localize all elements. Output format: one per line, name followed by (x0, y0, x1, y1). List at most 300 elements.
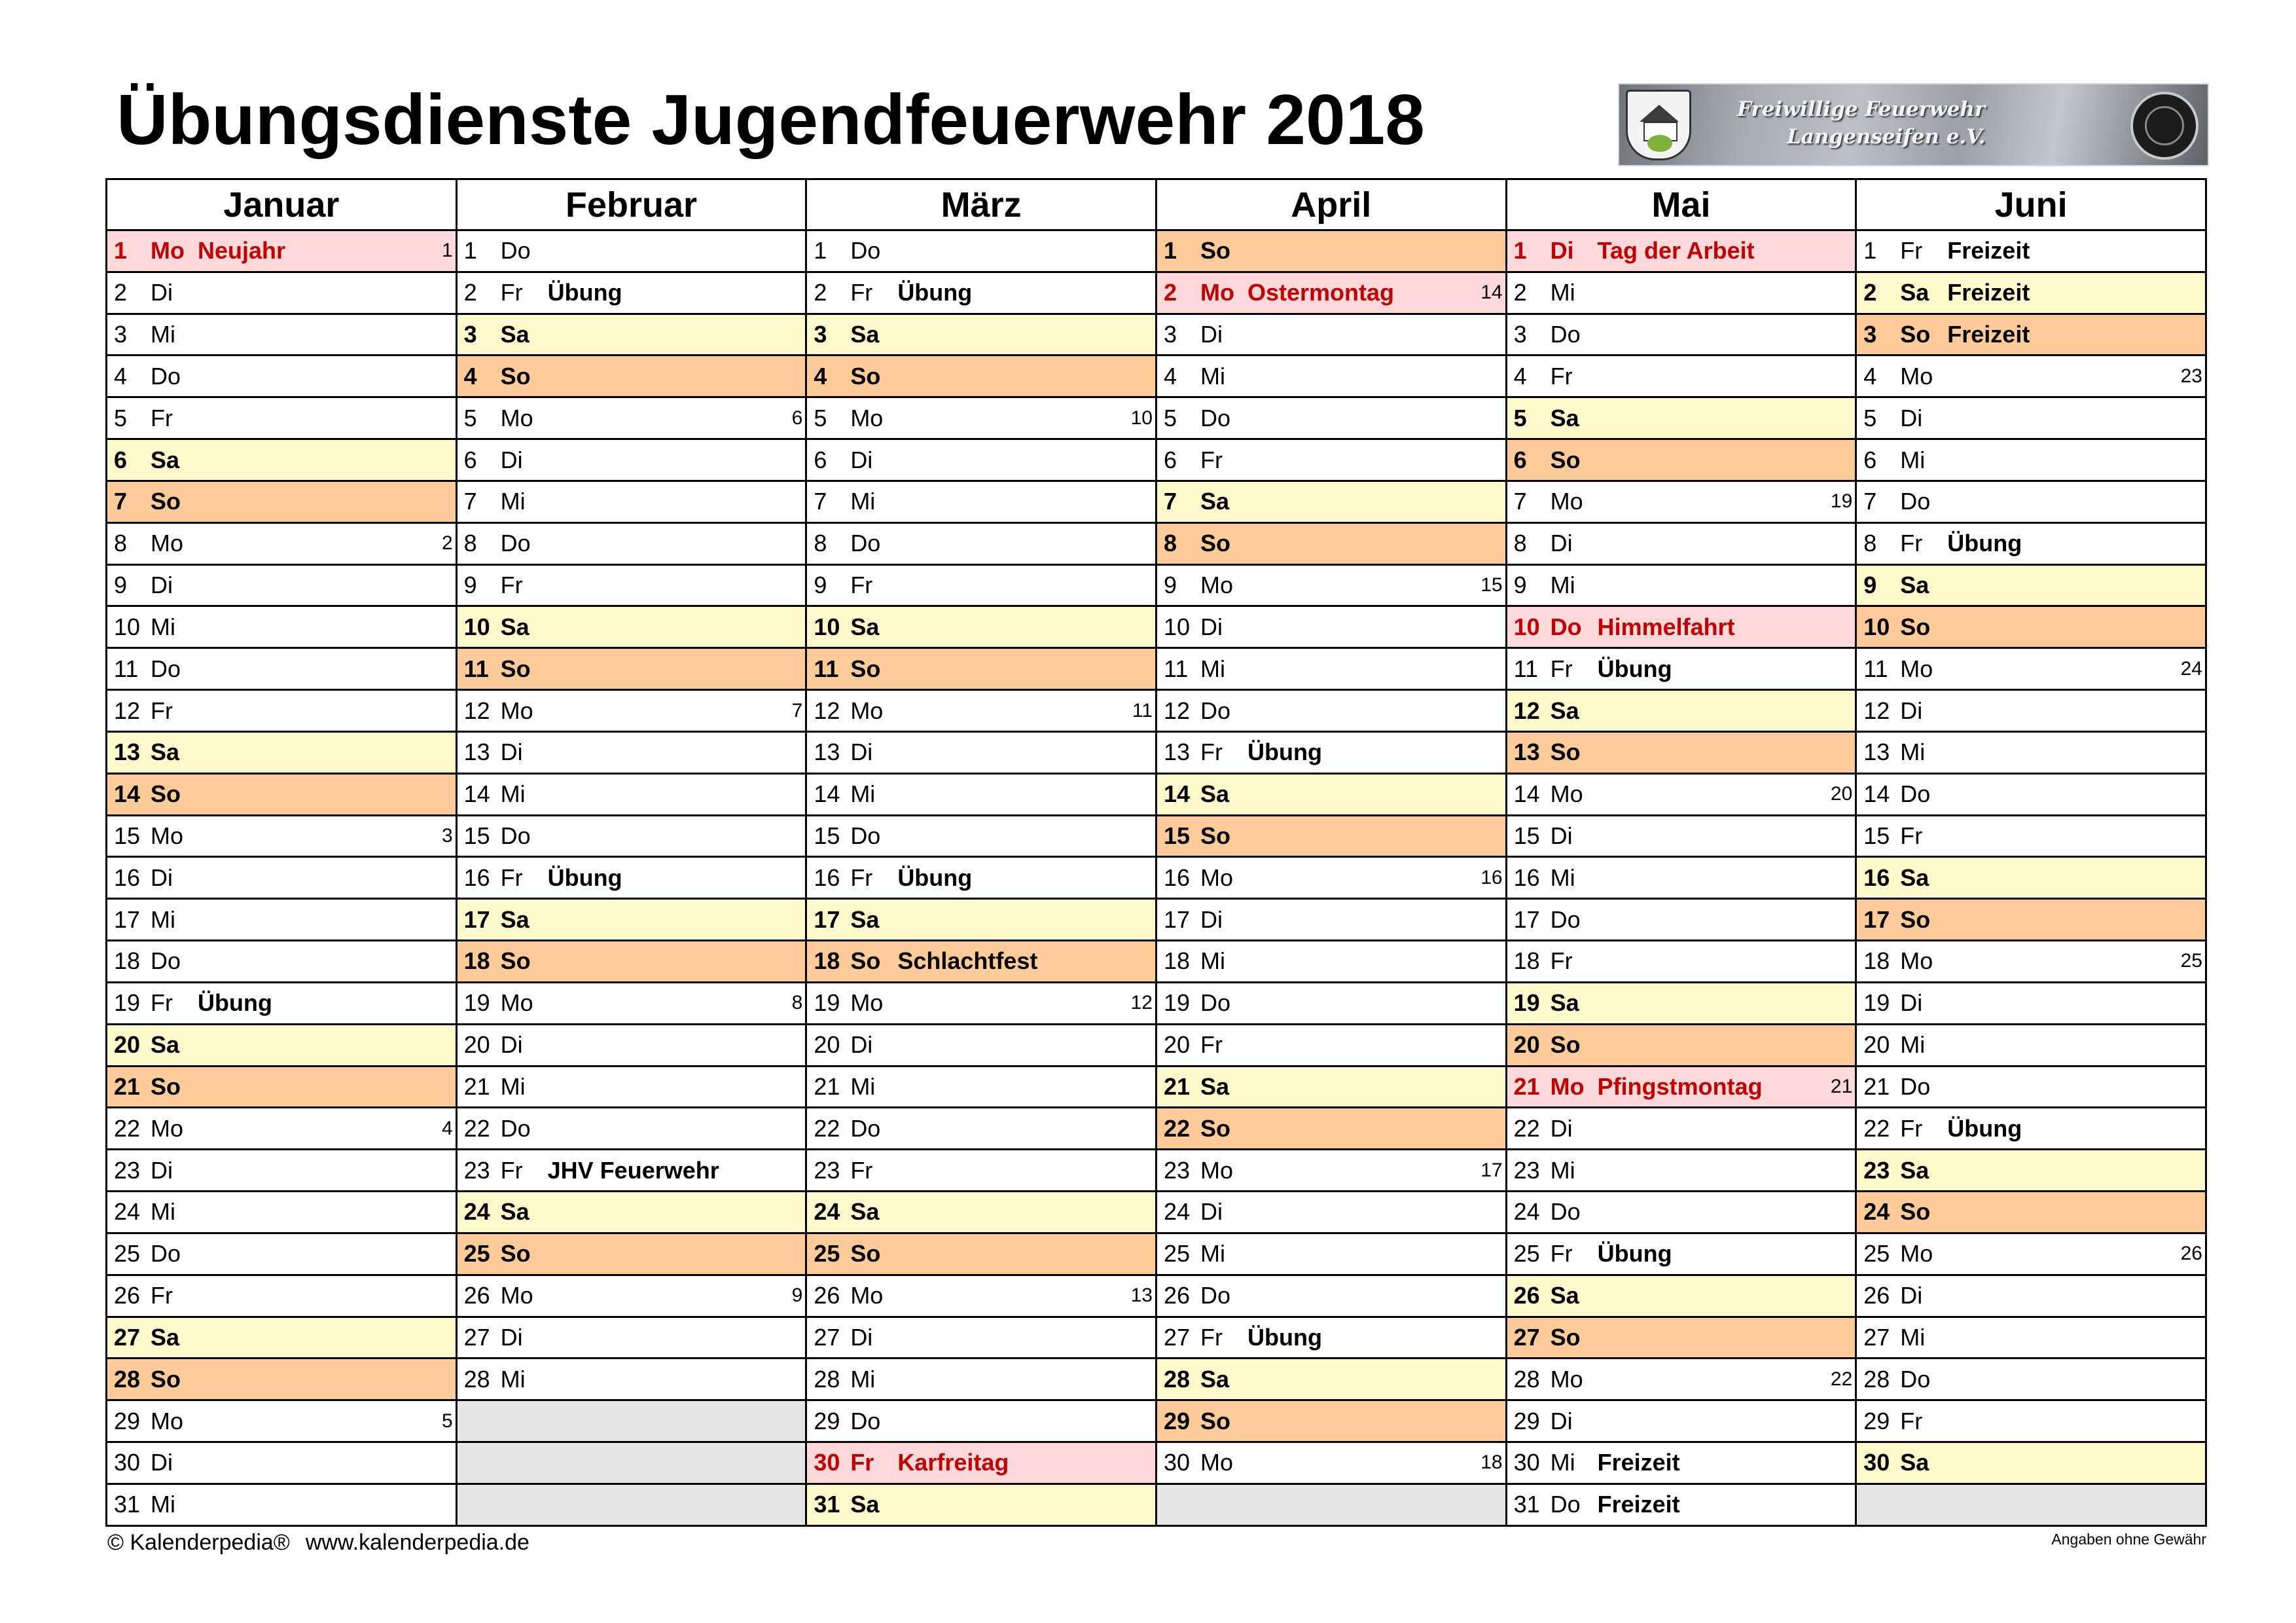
day-cell (107, 356, 457, 397)
weekday: Do (850, 822, 881, 849)
day-cell (1506, 1066, 1856, 1108)
day-cell (1156, 397, 1506, 439)
day-cell (1856, 439, 2206, 481)
day-cell (1856, 1400, 2206, 1442)
day-number: 13 (463, 739, 490, 766)
weekday: Di (500, 1323, 523, 1351)
day-cell (806, 272, 1157, 314)
day-cell (1156, 356, 1506, 397)
day-number: 29 (1513, 1407, 1540, 1434)
day-cell (107, 941, 457, 983)
day-number: 29 (814, 1407, 840, 1434)
event-label: Freizeit (1597, 1449, 1680, 1476)
day-number: 1 (1863, 237, 1877, 264)
day-cell (456, 522, 806, 564)
weekday: Di (850, 446, 873, 473)
weekday: Di (1200, 1198, 1223, 1226)
empty-day-cell (456, 1442, 806, 1484)
weekday: Di (151, 1156, 173, 1184)
weekday: Sa (1900, 864, 1929, 891)
weekday: Sa (151, 446, 180, 473)
calendar-row (107, 439, 2206, 481)
weekday: Do (1550, 905, 1581, 933)
day-number: 22 (114, 1114, 141, 1142)
day-number: 12 (814, 697, 840, 724)
day-number: 25 (463, 1240, 490, 1267)
event-label: Übung (1597, 1240, 1672, 1267)
weekday: Mo (1550, 1072, 1585, 1100)
day-number: 12 (114, 697, 141, 724)
day-number: 5 (114, 404, 128, 431)
weekday: Di (1550, 237, 1574, 264)
weekday: Di (151, 1449, 173, 1476)
day-cell (107, 230, 457, 272)
day-number: 23 (463, 1156, 490, 1184)
weekday: Fr (1900, 822, 1923, 849)
day-number: 2 (1863, 279, 1877, 306)
weekday: Mi (1550, 1156, 1575, 1184)
week-number: 17 (1480, 1159, 1503, 1181)
day-cell (806, 1442, 1157, 1484)
day-cell (1156, 690, 1506, 732)
weekday: Do (1200, 1282, 1230, 1309)
day-number: 12 (1513, 697, 1540, 724)
day-number: 26 (463, 1282, 490, 1309)
day-cell (1156, 899, 1506, 941)
weekday: So (1200, 1407, 1230, 1434)
event-label: Übung (897, 279, 973, 306)
day-cell (107, 314, 457, 356)
day-number: 22 (814, 1114, 840, 1142)
week-number: 4 (441, 1117, 453, 1139)
day-cell (1856, 941, 2206, 983)
day-cell (1506, 1400, 1856, 1442)
day-number: 26 (814, 1282, 840, 1309)
weekday: Mo (500, 404, 533, 431)
day-number: 3 (1513, 321, 1527, 348)
weekday: Mo (1550, 1365, 1583, 1393)
event-label: Übung (1247, 1323, 1322, 1351)
day-cell (1506, 773, 1856, 815)
day-number: 7 (463, 488, 477, 515)
day-number: 21 (1163, 1072, 1191, 1100)
day-cell (456, 982, 806, 1024)
day-number: 26 (1513, 1282, 1540, 1309)
weekday: Di (1200, 905, 1223, 933)
day-number: 3 (1163, 321, 1177, 348)
day-number: 14 (463, 780, 490, 808)
day-number: 24 (814, 1198, 840, 1226)
month-header: Februar (456, 179, 806, 230)
day-number: 8 (814, 530, 827, 557)
weekday: Sa (1900, 1156, 1929, 1184)
day-number: 5 (1163, 404, 1177, 431)
day-cell (456, 564, 806, 606)
day-cell (806, 1359, 1157, 1400)
calendar-row (107, 648, 2206, 690)
day-cell (1506, 481, 1856, 522)
weekday: So (1550, 739, 1581, 766)
day-cell (1156, 522, 1506, 564)
weekday: Do (500, 237, 531, 264)
day-number: 27 (1513, 1323, 1540, 1351)
day-cell (1156, 857, 1506, 899)
day-cell (107, 1400, 457, 1442)
day-number: 7 (1513, 488, 1527, 515)
day-cell (456, 1233, 806, 1275)
day-number: 9 (1163, 572, 1177, 599)
day-number: 6 (463, 446, 477, 473)
weekday: Mi (1900, 446, 1926, 473)
day-cell (456, 648, 806, 690)
day-number: 23 (814, 1156, 840, 1184)
calendar-row (107, 773, 2206, 815)
weekday: Mo (1200, 1449, 1233, 1476)
day-number: 11 (814, 655, 839, 682)
day-cell (806, 522, 1157, 564)
day-cell (1156, 230, 1506, 272)
weekday: Mi (850, 780, 876, 808)
day-number: 14 (814, 780, 840, 808)
day-cell (1156, 564, 1506, 606)
day-cell (1856, 314, 2206, 356)
weekday: Fr (1900, 1407, 1923, 1434)
day-number: 29 (114, 1407, 141, 1434)
day-cell (1856, 1108, 2206, 1150)
day-cell (806, 857, 1157, 899)
day-cell (1506, 314, 1856, 356)
day-cell (1506, 1024, 1856, 1066)
calendar-row (107, 397, 2206, 439)
day-cell (1856, 397, 2206, 439)
weekday: Do (151, 1240, 181, 1267)
event-label: Pfingstmontag (1597, 1072, 1763, 1100)
weekday: Do (151, 655, 181, 682)
weekday: Fr (151, 1282, 173, 1309)
weekday: Mi (151, 1198, 175, 1226)
day-number: 19 (814, 989, 840, 1017)
day-cell (1506, 899, 1856, 941)
day-number: 13 (1163, 739, 1191, 766)
day-number: 2 (814, 279, 827, 306)
week-number: 21 (1830, 1075, 1853, 1097)
day-cell (806, 648, 1157, 690)
weekday: Di (850, 739, 873, 766)
weekday: Sa (1900, 572, 1929, 599)
day-number: 24 (114, 1198, 141, 1226)
day-number: 7 (1863, 488, 1877, 515)
day-cell (456, 439, 806, 481)
day-number: 19 (114, 989, 141, 1017)
day-number: 4 (1513, 362, 1527, 390)
day-cell (456, 1275, 806, 1317)
week-number: 19 (1830, 490, 1853, 513)
day-number: 16 (814, 864, 840, 891)
weekday: So (1900, 1198, 1931, 1226)
weekday: Fr (1900, 237, 1923, 264)
day-cell (1156, 439, 1506, 481)
calendar-row (107, 606, 2206, 648)
weekday: Do (151, 362, 181, 390)
event-label: Freizeit (1597, 1491, 1680, 1518)
calendar-row (107, 1275, 2206, 1317)
day-cell (806, 356, 1157, 397)
logo-line-2: Langenseifen e.V. (1787, 125, 1986, 149)
weekday: So (151, 780, 181, 808)
week-number: 11 (1132, 699, 1153, 721)
weekday: Mo (500, 1282, 533, 1309)
weekday: Sa (850, 1198, 880, 1226)
day-cell (1506, 941, 1856, 983)
day-number: 4 (463, 362, 477, 390)
day-cell (1856, 564, 2206, 606)
weekday: Di (850, 1323, 873, 1351)
day-number: 26 (1863, 1282, 1890, 1309)
day-cell (107, 690, 457, 732)
day-cell (1156, 815, 1506, 857)
day-number: 6 (1163, 446, 1177, 473)
event-label: Übung (1597, 655, 1672, 682)
day-number: 10 (463, 613, 490, 640)
weekday: Mi (151, 905, 175, 933)
weekday: Mo (1900, 1240, 1933, 1267)
day-cell (107, 899, 457, 941)
day-number: 10 (1163, 613, 1191, 640)
day-number: 21 (463, 1072, 490, 1100)
event-label: Karfreitag (897, 1449, 1009, 1476)
day-cell (1856, 1233, 2206, 1275)
weekday: Fr (151, 989, 173, 1017)
weekday: Di (850, 1031, 873, 1059)
weekday: Mo (1550, 780, 1583, 808)
day-cell (1856, 1024, 2206, 1066)
weekday: Fr (500, 279, 523, 306)
weekday: Sa (151, 1031, 180, 1059)
day-number: 28 (814, 1365, 840, 1393)
weekday: Mo (1900, 947, 1933, 975)
weekday: Do (850, 1407, 881, 1434)
day-cell (456, 857, 806, 899)
day-cell (1506, 1317, 1856, 1359)
day-number: 5 (1513, 404, 1527, 431)
fire-brigade-logo (1618, 83, 2209, 166)
week-number: 16 (1480, 866, 1503, 888)
event-label: Freizeit (1947, 237, 2030, 264)
day-cell (806, 1317, 1157, 1359)
day-cell (806, 439, 1157, 481)
day-number: 4 (1163, 362, 1177, 390)
day-cell (1506, 1442, 1856, 1484)
weekday: Mi (151, 1491, 175, 1518)
week-number: 3 (441, 825, 453, 847)
day-number: 2 (463, 279, 477, 306)
day-cell (1506, 1484, 1856, 1525)
weekday: Mo (850, 1282, 884, 1309)
weekday: Fr (850, 572, 873, 599)
day-number: 17 (114, 905, 141, 933)
weekday: Mo (850, 989, 884, 1017)
day-cell (1156, 1317, 1506, 1359)
weekday: Mi (1900, 1031, 1926, 1059)
day-number: 2 (114, 279, 128, 306)
day-cell (1856, 272, 2206, 314)
weekday: Fr (850, 864, 873, 891)
day-cell (107, 564, 457, 606)
month-header: Mai (1506, 179, 1856, 230)
empty-day-cell (1856, 1484, 2206, 1525)
day-cell (1506, 564, 1856, 606)
empty-day-cell (456, 1400, 806, 1442)
weekday: Sa (1200, 1072, 1230, 1100)
day-number: 22 (1513, 1114, 1540, 1142)
day-cell (1856, 982, 2206, 1024)
day-cell (1506, 1359, 1856, 1400)
event-label: Übung (1947, 1114, 2022, 1142)
weekday: Di (1550, 1407, 1573, 1434)
day-number: 3 (1863, 321, 1877, 348)
day-number: 7 (1163, 488, 1177, 515)
day-number: 28 (1163, 1365, 1191, 1393)
day-number: 18 (463, 947, 490, 975)
weekday: Di (151, 864, 173, 891)
day-number: 3 (114, 321, 128, 348)
day-cell (1856, 1359, 2206, 1400)
day-number: 3 (463, 321, 477, 348)
day-cell (107, 1317, 457, 1359)
day-cell (1156, 648, 1506, 690)
weekday: Sa (1550, 1282, 1579, 1309)
website-link[interactable]: www.kalenderpedia.de (305, 1530, 529, 1555)
day-cell (1506, 982, 1856, 1024)
coat-of-arms-icon (1626, 90, 1691, 160)
weekday: Fr (1900, 530, 1923, 557)
event-label: Übung (1247, 739, 1322, 766)
day-number: 23 (1513, 1156, 1540, 1184)
weekday: Do (1550, 321, 1581, 348)
weekday: Mo (850, 697, 884, 724)
day-cell (1506, 356, 1856, 397)
day-number: 22 (1863, 1114, 1890, 1142)
day-number: 9 (114, 572, 128, 599)
event-label: Übung (897, 864, 973, 891)
day-number: 13 (814, 739, 840, 766)
weekday: Sa (850, 905, 880, 933)
weekday: So (151, 488, 181, 515)
fire-brigade-emblem-icon (2130, 92, 2198, 160)
day-cell (806, 1150, 1157, 1192)
day-cell (456, 314, 806, 356)
day-cell (1156, 1024, 1506, 1066)
day-number: 31 (814, 1491, 840, 1518)
weekday: Do (1200, 697, 1230, 724)
day-number: 13 (1863, 739, 1890, 766)
weekday: Mo (1200, 1156, 1233, 1184)
day-number: 27 (1863, 1323, 1890, 1351)
day-cell (1856, 1442, 2206, 1484)
weekday: Do (1900, 1365, 1931, 1393)
day-cell (456, 272, 806, 314)
day-number: 8 (114, 530, 128, 557)
day-number: 30 (1863, 1449, 1890, 1476)
day-number: 18 (1163, 947, 1191, 975)
day-cell (456, 230, 806, 272)
weekday: Sa (1200, 488, 1230, 515)
calendar-row (107, 522, 2206, 564)
day-number: 9 (1513, 572, 1527, 599)
day-number: 29 (1863, 1407, 1890, 1434)
weekday: Mi (850, 1072, 876, 1100)
day-number: 25 (814, 1240, 840, 1267)
weekday: Sa (500, 905, 529, 933)
calendar-row (107, 1233, 2206, 1275)
day-cell (1506, 272, 1856, 314)
day-number: 17 (814, 905, 840, 933)
day-number: 25 (1513, 1240, 1540, 1267)
day-cell (1856, 815, 2206, 857)
day-number: 14 (1163, 780, 1191, 808)
month-header: Januar (107, 179, 457, 230)
weekday: So (1550, 1323, 1581, 1351)
day-cell (107, 522, 457, 564)
day-cell (806, 1108, 1157, 1150)
footer-left (107, 1530, 529, 1556)
event-label: Schlachtfest (897, 947, 1038, 975)
day-cell (1506, 522, 1856, 564)
day-number: 27 (114, 1323, 141, 1351)
month-header: März (806, 179, 1157, 230)
event-label: Freizeit (1947, 321, 2030, 348)
day-cell (107, 1192, 457, 1233)
week-number: 5 (441, 1410, 453, 1432)
day-number: 2 (1163, 279, 1177, 306)
day-cell (1156, 1359, 1506, 1400)
day-cell (806, 1233, 1157, 1275)
weekday: Mi (1200, 362, 1225, 390)
calendar-row (107, 1192, 2206, 1233)
weekday: Mi (1550, 864, 1575, 891)
day-cell (456, 1066, 806, 1108)
day-number: 23 (1163, 1156, 1191, 1184)
weekday: Fr (1550, 1240, 1573, 1267)
day-number: 17 (1513, 905, 1540, 933)
calendar-row (107, 1359, 2206, 1400)
weekday: Sa (850, 613, 880, 640)
day-number: 15 (1863, 822, 1890, 849)
day-number: 24 (1513, 1198, 1540, 1226)
day-number: 14 (1863, 780, 1890, 808)
weekday: Fr (500, 864, 523, 891)
day-cell (806, 899, 1157, 941)
day-number: 23 (114, 1156, 141, 1184)
day-number: 8 (463, 530, 477, 557)
weekday: So (1200, 1114, 1230, 1142)
day-cell (1506, 230, 1856, 272)
weekday: Sa (1550, 989, 1579, 1017)
weekday: Mo (151, 530, 184, 557)
day-cell (107, 1442, 457, 1484)
weekday: Fr (1200, 1031, 1223, 1059)
day-cell (1856, 481, 2206, 522)
day-cell (107, 1108, 457, 1150)
weekday: Do (500, 822, 531, 849)
day-number: 13 (114, 739, 141, 766)
day-number: 10 (814, 613, 840, 640)
day-cell (1506, 857, 1856, 899)
day-cell (107, 982, 457, 1024)
weekday: Do (151, 947, 181, 975)
weekday: Mi (500, 488, 526, 515)
day-cell (1506, 606, 1856, 648)
